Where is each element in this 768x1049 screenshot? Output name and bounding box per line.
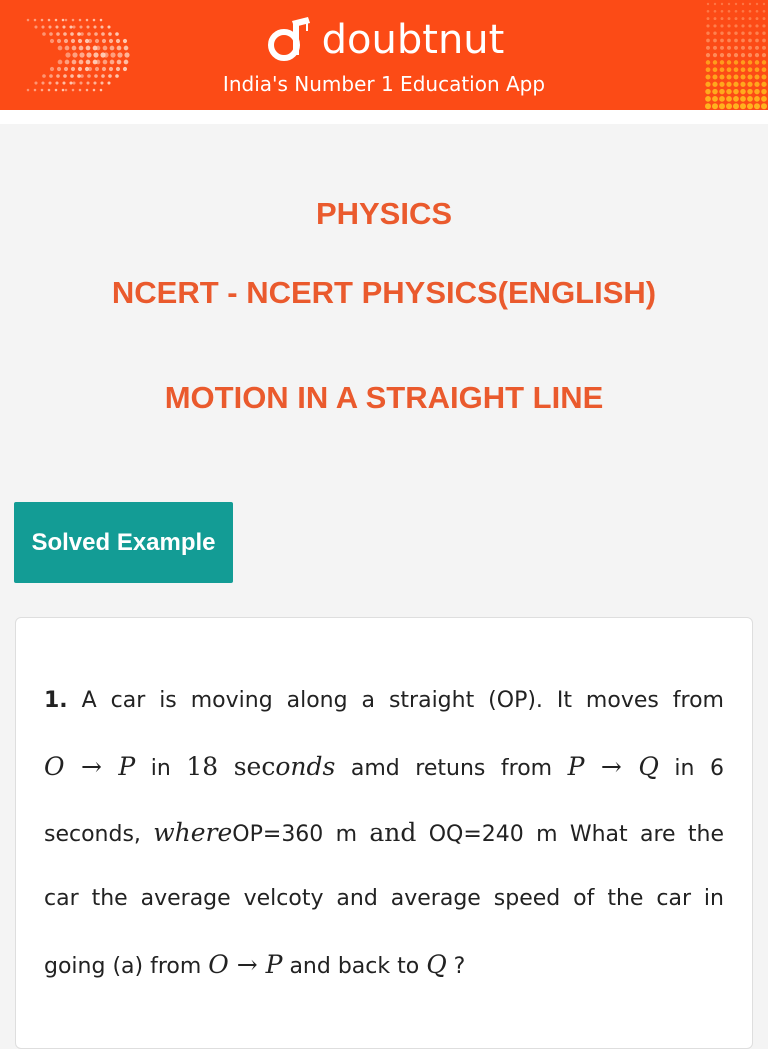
question-line (44, 668, 724, 734)
text-segment: OP=360 m (232, 822, 370, 847)
text-segment: car the average velcoty and average speed of the car in (44, 886, 724, 911)
math-segment: and (369, 818, 417, 847)
decoration-dot (714, 3, 716, 5)
header-divider (0, 110, 768, 124)
decoration-dot (733, 96, 739, 102)
decoration-dot (733, 103, 739, 109)
question-text (44, 668, 724, 998)
decoration-dot (721, 3, 723, 5)
decoration-dot (763, 3, 765, 5)
decoration-dot (740, 103, 746, 109)
decoration-dot (754, 96, 760, 102)
question-line (44, 800, 724, 866)
subject-title: PHYSICS (315, 196, 453, 231)
decoration-dot (705, 103, 711, 109)
math-segment: O → P (208, 950, 283, 979)
book-title: NCERT - NCERT PHYSICS(ENGLISH) (111, 275, 657, 310)
decoration-dot (712, 96, 718, 102)
text-segment: OQ=240 m What are the (416, 822, 724, 847)
question-line (44, 734, 724, 800)
decoration-dot (726, 103, 732, 109)
decoration-dot (740, 96, 746, 102)
math-segment: 18 (186, 752, 219, 781)
doubtnut-logo-icon (264, 15, 314, 65)
math-segment: P → Q (567, 752, 659, 781)
math-segment: sec (233, 752, 276, 781)
text-segment: amd retuns from (335, 756, 568, 781)
decoration-dot (749, 3, 751, 5)
decoration-dot (728, 3, 730, 5)
decoration-dot (726, 96, 732, 102)
math-segment: O → P (44, 752, 136, 781)
decoration-dot (756, 3, 758, 5)
decoration-dot (742, 3, 744, 5)
text-segment: A car is moving along a straight (OP). It moves from (67, 688, 724, 713)
decoration-dot (761, 96, 767, 102)
solved-example-button[interactable]: Solved Example (14, 502, 233, 583)
decoration-dot (747, 96, 753, 102)
decoration-dot (707, 3, 709, 5)
brand-name: doubtnut (321, 17, 505, 63)
math-segment: Q (426, 950, 447, 979)
brand-logo[interactable] (0, 12, 768, 68)
text-segment: in 6 (658, 756, 724, 781)
math-segment: where (153, 818, 233, 847)
decoration-dot (754, 103, 760, 109)
math-segment: onds (275, 752, 336, 781)
text-segment: going (a) from (44, 954, 209, 979)
question-line (44, 932, 724, 998)
text-segment: in (135, 756, 187, 781)
question-number: 1. (44, 688, 68, 713)
decoration-dot (719, 103, 725, 109)
question-line (44, 866, 724, 932)
decoration-dot (705, 96, 711, 102)
chapter-title: MOTION IN A STRAIGHT LINE (164, 380, 604, 415)
text-segment: seconds, (44, 822, 154, 847)
app-header (0, 0, 768, 110)
decoration-dot (735, 3, 737, 5)
decoration-dot (747, 103, 753, 109)
decoration-dot (719, 96, 725, 102)
decoration-dot (761, 103, 767, 109)
text-segment: and back to (282, 954, 427, 979)
tagline: India's Number 1 Education App (222, 72, 546, 96)
decoration-dot (712, 103, 718, 109)
text-segment: ? (446, 954, 466, 979)
